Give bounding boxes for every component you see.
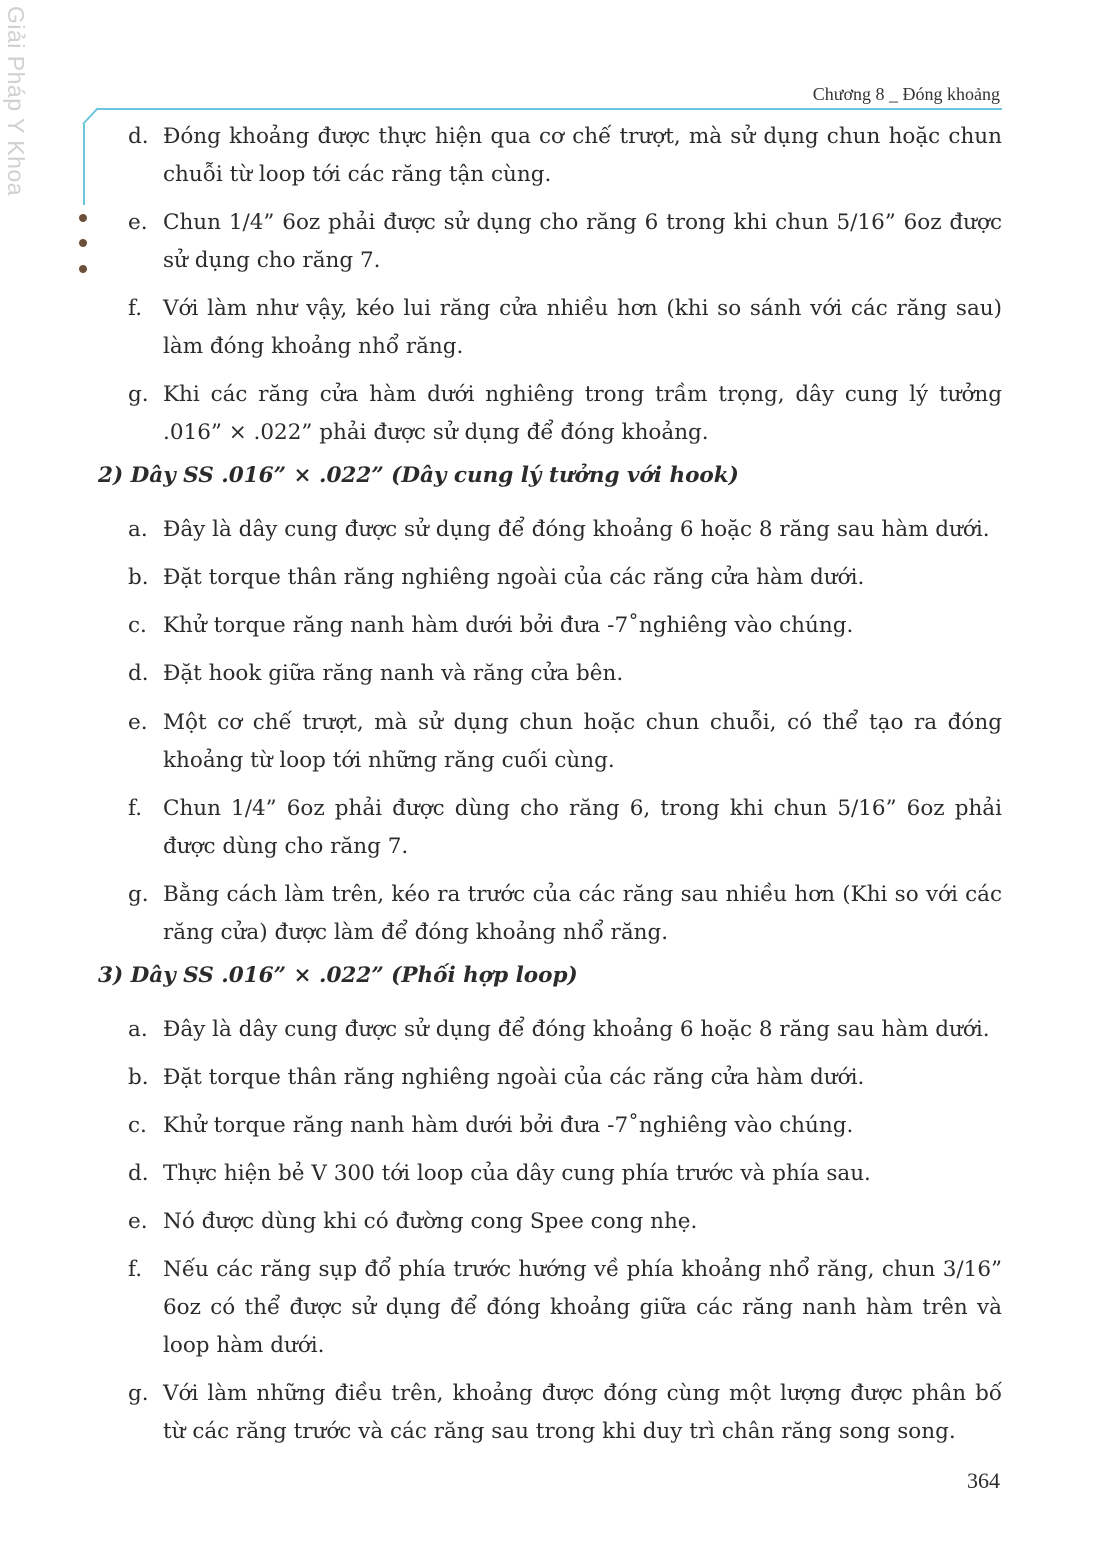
list-item-letter: d. [128, 661, 149, 686]
section-heading-2: 2) Dây SS .016” × .022” (Dây cung lý tưởng với hook) [98, 463, 739, 488]
list-item-text: Chun 1/4” 6oz phải được sử dụng cho răng 6 trong khi chun 5/16” 6oz được sử dụng cho răng 7. [163, 210, 1002, 273]
list-item-letter: b. [128, 1065, 149, 1090]
page-number: 364 [967, 1468, 1000, 1493]
list-item-letter: e. [128, 1209, 148, 1234]
list-item-letter: c. [128, 1113, 147, 1138]
list-item-letter: f. [128, 296, 143, 321]
list-item-text: Đóng khoảng được thực hiện qua cơ chế trượt, mà sử dụng chun hoặc chun chuỗi từ loop tới các răng tận cùng. [163, 124, 1002, 187]
margin-dot-3 [79, 265, 87, 273]
list-item-letter: g. [128, 382, 149, 407]
list-item-letter: d. [128, 124, 149, 149]
list-item-text: Chun 1/4” 6oz phải được dùng cho răng 6, trong khi chun 5/16” 6oz phải được dùng cho răng 7. [163, 796, 1002, 859]
margin-dot-1 [79, 214, 87, 222]
header-rule [97, 108, 1002, 110]
list-item-text: Đây là dây cung được sử dụng để đóng khoảng 6 hoặc 8 răng sau hàm dưới. [163, 517, 990, 542]
list-item-text: Khi các răng cửa hàm dưới nghiêng trong trầm trọng, dây cung lý tưởng .016” × .022” phải được sử dụng để đóng khoảng. [163, 382, 1002, 445]
list-item-letter: b. [128, 565, 149, 590]
section-heading-3: 3) Dây SS .016” × .022” (Phối hợp loop) [98, 963, 578, 988]
list-item-letter: a. [128, 517, 148, 542]
list-item-text: Với làm những điều trên, khoảng được đóng cùng một lượng được phân bố từ các răng trước và các răng sau trong khi duy trì chân răng song song. [163, 1381, 1002, 1444]
list-item-text: Một cơ chế trượt, mà sử dụng chun hoặc chun chuỗi, có thể tạo ra đóng khoảng từ loop tới những răng cuối cùng. [163, 710, 1002, 773]
list-item-text: Đây là dây cung được sử dụng để đóng khoảng 6 hoặc 8 răng sau hàm dưới. [163, 1017, 990, 1042]
list-item-text: Bằng cách làm trên, kéo ra trước của các răng sau nhiều hơn (Khi so với các răng cửa) được làm để đóng khoảng nhổ răng. [163, 882, 1002, 945]
watermark-text: Giải Pháp Y Khoa [3, 6, 29, 197]
list-item-letter: g. [128, 1381, 149, 1406]
list-item-text: Khử torque răng nanh hàm dưới bởi đưa -7˚nghiêng vào chúng. [163, 613, 854, 638]
list-item-letter: c. [128, 613, 147, 638]
list-item-text: Nếu các răng sụp đổ phía trước hướng về phía khoảng nhổ răng, chun 3/16” 6oz có thể được sử dụng để đóng khoảng giữa các răng nanh hàm trên và loop hàm dưới. [163, 1257, 1002, 1358]
list-item-letter: e. [128, 710, 148, 735]
margin-dot-2 [79, 239, 87, 247]
list-item-letter: a. [128, 1017, 148, 1042]
list-item-letter: f. [128, 1257, 143, 1282]
margin-vertical-line [83, 124, 85, 205]
list-item-text: Đặt torque thân răng nghiêng ngoài của các răng cửa hàm dưới. [163, 565, 865, 590]
list-item-text: Đặt hook giữa răng nanh và răng cửa bên. [163, 661, 624, 686]
chapter-header: Chương 8 _ Đóng khoảng [812, 84, 1000, 104]
list-item-letter: e. [128, 210, 148, 235]
list-item-text: Nó được dùng khi có đường cong Spee cong nhẹ. [163, 1209, 698, 1234]
list-item-letter: f. [128, 796, 143, 821]
list-item-text: Khử torque răng nanh hàm dưới bởi đưa -7˚nghiêng vào chúng. [163, 1113, 854, 1138]
list-item-text: Với làm như vậy, kéo lui răng cửa nhiều hơn (khi so sánh với các răng sau) làm đóng khoảng nhổ răng. [163, 296, 1002, 359]
list-item-letter: d. [128, 1161, 149, 1186]
list-item-text: Đặt torque thân răng nghiêng ngoài của các răng cửa hàm dưới. [163, 1065, 865, 1090]
list-item-letter: g. [128, 882, 149, 907]
list-item-text: Thực hiện bẻ V 300 tới loop của dây cung phía trước và phía sau. [163, 1161, 871, 1186]
